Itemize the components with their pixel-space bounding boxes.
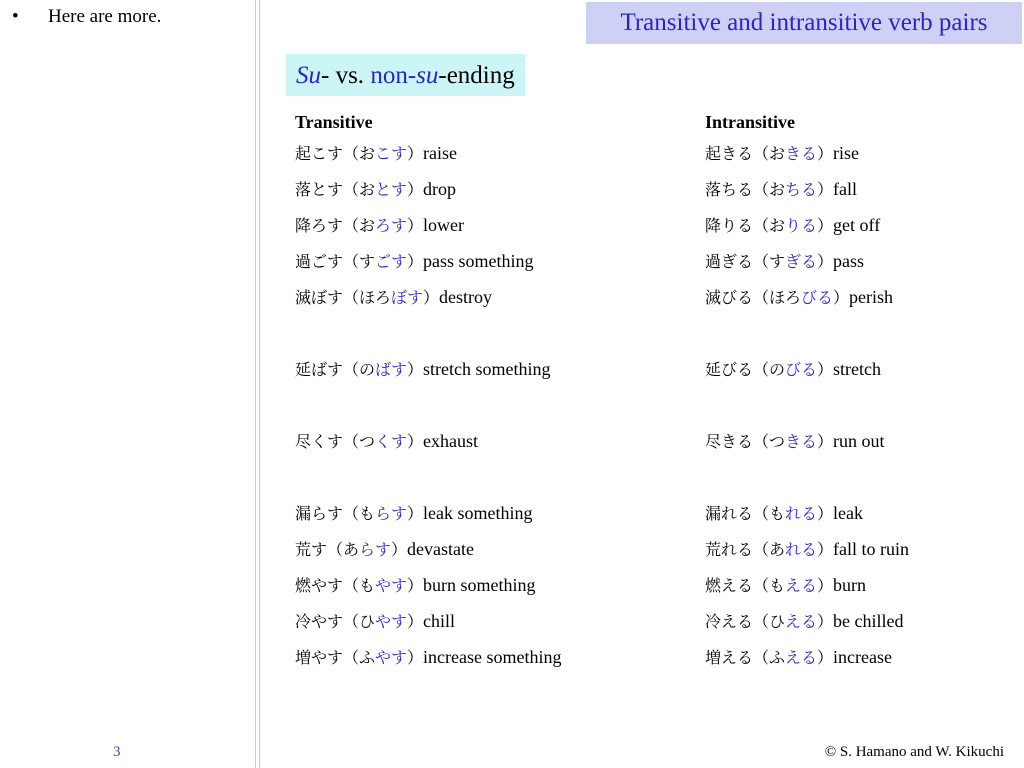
intransitive-verb-row bbox=[705, 495, 909, 531]
verb-close-paren: ） bbox=[817, 216, 834, 235]
verb-gloss: stretch something bbox=[423, 359, 551, 379]
verb-kanji: 落ちる（お bbox=[705, 180, 786, 199]
vertical-divider bbox=[259, 0, 260, 768]
verb-ending-highlight: やす bbox=[375, 612, 408, 631]
verb-gloss: exhaust bbox=[423, 431, 479, 451]
verb-close-paren: ） bbox=[423, 288, 440, 307]
verb-close-paren: ） bbox=[817, 612, 834, 631]
intransitive-verb-row bbox=[705, 423, 909, 495]
verb-ending-highlight: らす bbox=[359, 540, 392, 559]
verb-close-paren: ） bbox=[391, 540, 408, 559]
verb-ending-highlight: ぎる bbox=[785, 252, 818, 271]
subtitle-non: non- bbox=[370, 62, 417, 89]
verb-ending-highlight: きる bbox=[785, 432, 818, 451]
subtitle-su: Su bbox=[296, 62, 321, 89]
transitive-verb-row bbox=[295, 567, 562, 603]
verb-close-paren: ） bbox=[407, 360, 424, 379]
verb-kanji: 降ろす（お bbox=[295, 216, 376, 235]
verb-gloss: destroy bbox=[439, 287, 493, 307]
verb-kanji: 燃える（も bbox=[705, 576, 786, 595]
transitive-verb-row bbox=[295, 135, 562, 171]
transitive-verb-row bbox=[295, 243, 562, 279]
verb-kanji: 延ばす（の bbox=[295, 360, 376, 379]
transitive-verb-row bbox=[295, 351, 562, 423]
verb-kanji: 過ごす（す bbox=[295, 252, 376, 271]
transitive-verb-row bbox=[295, 531, 562, 567]
verb-kanji: 延びる（の bbox=[705, 360, 786, 379]
verb-kanji: 冷える（ひ bbox=[705, 612, 786, 631]
slide-title: Transitive and intransitive verb pairs bbox=[586, 2, 1022, 44]
transitive-verb-row bbox=[295, 639, 562, 675]
verb-gloss: lower bbox=[423, 215, 465, 235]
verb-kanji: 尽きる（つ bbox=[705, 432, 786, 451]
transitive-verb-row bbox=[295, 495, 562, 531]
bullet-marker: • bbox=[12, 6, 19, 27]
intransitive-header: Intransitive bbox=[705, 112, 795, 132]
verb-kanji: 過ぎる（す bbox=[705, 252, 786, 271]
copyright-notice: © S. Hamano and W. Kikuchi bbox=[824, 744, 1004, 760]
verb-kanji: 燃やす（も bbox=[295, 576, 376, 595]
verb-ending-highlight: える bbox=[785, 648, 818, 667]
verb-gloss: pass bbox=[833, 251, 865, 271]
verb-close-paren: ） bbox=[407, 216, 424, 235]
left-panel bbox=[0, 0, 254, 768]
verb-gloss: increase bbox=[833, 647, 893, 667]
verb-gloss: fall to ruin bbox=[833, 539, 910, 559]
verb-close-paren: ） bbox=[407, 576, 424, 595]
verb-ending-highlight: やす bbox=[375, 576, 408, 595]
verb-close-paren: ） bbox=[817, 432, 834, 451]
verb-ending-highlight: ごす bbox=[375, 252, 408, 271]
verb-close-paren: ） bbox=[407, 648, 424, 667]
verb-gloss: fall bbox=[833, 179, 858, 199]
verb-close-paren: ） bbox=[817, 360, 834, 379]
intransitive-verb-row bbox=[705, 135, 909, 171]
verb-gloss: rise bbox=[833, 143, 860, 163]
verb-close-paren: ） bbox=[817, 576, 834, 595]
bullet-text: Here are more. bbox=[48, 6, 162, 27]
intransitive-verb-row bbox=[705, 639, 909, 675]
verb-gloss: leak something bbox=[423, 503, 533, 523]
verb-ending-highlight: れる bbox=[785, 540, 818, 559]
verb-close-paren: ） bbox=[817, 504, 834, 523]
verb-gloss: burn something bbox=[423, 575, 536, 595]
verb-ending-highlight: ちる bbox=[785, 180, 818, 199]
verb-close-paren: ） bbox=[817, 144, 834, 163]
verb-gloss: be chilled bbox=[833, 611, 904, 631]
verb-ending-highlight: こす bbox=[375, 144, 408, 163]
verb-ending-highlight: える bbox=[785, 576, 818, 595]
verb-gloss: get off bbox=[833, 215, 881, 235]
verb-gloss: leak bbox=[833, 503, 864, 523]
verb-kanji: 滅ぼす（ほろ bbox=[295, 288, 392, 307]
intransitive-column bbox=[705, 111, 909, 675]
transitive-header: Transitive bbox=[295, 112, 373, 132]
verb-close-paren: ） bbox=[407, 252, 424, 271]
verb-gloss: stretch bbox=[833, 359, 882, 379]
verb-gloss: drop bbox=[423, 179, 457, 199]
verb-gloss: raise bbox=[423, 143, 458, 163]
verb-close-paren: ） bbox=[817, 648, 834, 667]
verb-ending-highlight: びる bbox=[801, 288, 834, 307]
verb-kanji: 荒す（あ bbox=[295, 540, 360, 559]
verb-close-paren: ） bbox=[407, 144, 424, 163]
verb-ending-highlight: やす bbox=[375, 648, 408, 667]
verb-ending-highlight: とす bbox=[375, 180, 408, 199]
verb-close-paren: ） bbox=[817, 180, 834, 199]
vertical-divider bbox=[255, 0, 256, 768]
verb-gloss: run out bbox=[833, 431, 885, 451]
verb-ending-highlight: れる bbox=[785, 504, 818, 523]
verb-gloss: burn bbox=[833, 575, 867, 595]
subtitle-ending: -ending bbox=[438, 62, 515, 89]
verb-gloss: increase something bbox=[423, 647, 562, 667]
transitive-column bbox=[295, 111, 562, 675]
verb-ending-highlight: らす bbox=[375, 504, 408, 523]
verb-kanji: 漏らす（も bbox=[295, 504, 376, 523]
verb-close-paren: ） bbox=[407, 432, 424, 451]
verb-close-paren: ） bbox=[817, 540, 834, 559]
intransitive-verb-row bbox=[705, 171, 909, 207]
transitive-rows bbox=[295, 135, 562, 675]
verb-ending-highlight: える bbox=[785, 612, 818, 631]
intransitive-verb-row bbox=[705, 279, 909, 351]
transitive-verb-row bbox=[295, 423, 562, 495]
verb-close-paren: ） bbox=[407, 612, 424, 631]
intransitive-verb-row bbox=[705, 531, 909, 567]
intransitive-verb-row bbox=[705, 351, 909, 423]
intransitive-verb-row bbox=[705, 207, 909, 243]
page-number: 3 bbox=[113, 744, 121, 760]
verb-gloss: perish bbox=[849, 287, 894, 307]
verb-kanji: 増える（ふ bbox=[705, 648, 786, 667]
verb-kanji: 滅びる（ほろ bbox=[705, 288, 802, 307]
verb-close-paren: ） bbox=[407, 180, 424, 199]
transitive-verb-row bbox=[295, 603, 562, 639]
verb-kanji: 冷やす（ひ bbox=[295, 612, 376, 631]
intransitive-verb-row bbox=[705, 603, 909, 639]
subtitle-su-2: su bbox=[416, 62, 439, 89]
verb-gloss: chill bbox=[423, 611, 456, 631]
verb-kanji: 降りる（お bbox=[705, 216, 786, 235]
intransitive-verb-row bbox=[705, 243, 909, 279]
verb-kanji: 漏れる（も bbox=[705, 504, 786, 523]
verb-gloss: pass something bbox=[423, 251, 534, 271]
verb-ending-highlight: ろす bbox=[375, 216, 408, 235]
intransitive-rows bbox=[705, 135, 909, 675]
verb-ending-highlight: ぼす bbox=[391, 288, 424, 307]
verb-ending-highlight: くす bbox=[375, 432, 408, 451]
verb-close-paren: ） bbox=[817, 252, 834, 271]
verb-close-paren: ） bbox=[833, 288, 850, 307]
verb-kanji: 荒れる（あ bbox=[705, 540, 786, 559]
bullet-item bbox=[12, 6, 161, 28]
verb-kanji: 尽くす（つ bbox=[295, 432, 376, 451]
verb-kanji: 起きる（お bbox=[705, 144, 786, 163]
verb-ending-highlight: ばす bbox=[375, 360, 408, 379]
transitive-verb-row bbox=[295, 279, 562, 351]
verb-kanji: 増やす（ふ bbox=[295, 648, 376, 667]
verb-gloss: devastate bbox=[407, 539, 475, 559]
transitive-verb-row bbox=[295, 171, 562, 207]
intransitive-verb-row bbox=[705, 567, 909, 603]
slide-subtitle bbox=[286, 54, 525, 96]
verb-close-paren: ） bbox=[407, 504, 424, 523]
verb-ending-highlight: りる bbox=[785, 216, 818, 235]
subtitle-vs: - vs. bbox=[321, 62, 371, 89]
transitive-verb-row bbox=[295, 207, 562, 243]
verb-kanji: 落とす（お bbox=[295, 180, 376, 199]
verb-kanji: 起こす（お bbox=[295, 144, 376, 163]
verb-ending-highlight: きる bbox=[785, 144, 818, 163]
verb-ending-highlight: びる bbox=[785, 360, 818, 379]
